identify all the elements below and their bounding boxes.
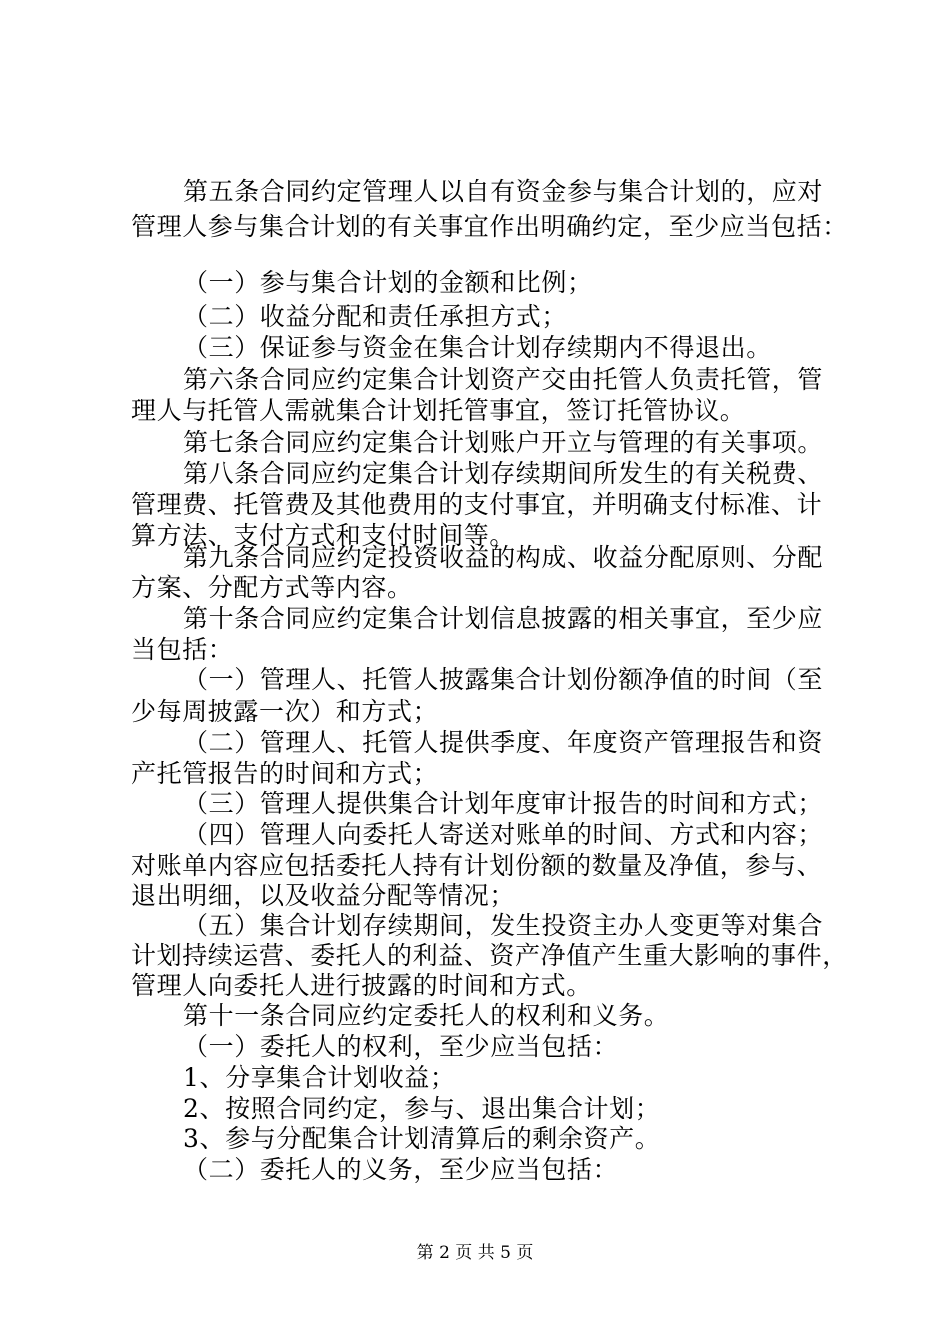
text-line: （三）保证参与资金在集合计划存续期内不得退出。 [183, 333, 772, 362]
text-line: 3、参与分配集合计划清算后的剩余资产。 [183, 1124, 661, 1153]
text-line: 管理人参与集合计划的有关事宜作出明确约定，至少应当包括： [131, 212, 848, 241]
text-line: 退出明细，以及收益分配等情况； [131, 881, 516, 910]
text-line: 当包括： [131, 635, 234, 664]
text-line: 第七条合同应约定集合计划账户开立与管理的有关事项。 [183, 428, 824, 457]
text-line: （四）管理人向委托人寄送对账单的时间、方式和内容； [183, 820, 824, 849]
text-line: （二）委托人的义务，至少应当包括： [183, 1155, 619, 1184]
page-number-footer: 第 2 页 共 5 页 [416, 1243, 534, 1263]
text-line: 管理费、托管费及其他费用的支付事宜，并明确支付标准、计 [131, 490, 823, 519]
text-line: 1、分享集合计划收益； [183, 1063, 456, 1092]
text-line: 算方法、支付方式和支付时间等。 [131, 521, 516, 550]
text-line: （二）收益分配和责任承担方式； [183, 302, 568, 331]
text-line: 产托管报告的时间和方式； [131, 759, 439, 788]
text-line: 少每周披露一次）和方式； [131, 697, 439, 726]
text-line: 计划持续运营、委托人的利益、资产净值产生重大影响的事件， [131, 941, 848, 970]
text-line: 对账单内容应包括委托人持有计划份额的数量及净值，参与、 [131, 851, 823, 880]
text-line: 第六条合同应约定集合计划资产交由托管人负责托管，管 [183, 365, 824, 394]
text-line: （一）参与集合计划的金额和比例； [183, 268, 593, 297]
text-line: （二）管理人、托管人提供季度、年度资产管理报告和资 [183, 728, 824, 757]
text-line: 第五条合同约定管理人以自有资金参与集合计划的，应对 [183, 177, 824, 206]
text-line: （一）委托人的权利，至少应当包括： [183, 1032, 619, 1061]
text-line: 2、按照合同约定，参与、退出集合计划； [183, 1094, 661, 1123]
text-line: （五）集合计划存续期间，发生投资主办人变更等对集合 [183, 911, 824, 940]
text-line: 理人与托管人需就集合计划托管事宜，签订托管协议。 [131, 396, 746, 425]
text-line: 方案、分配方式等内容。 [131, 573, 413, 602]
text-line: 第八条合同应约定集合计划存续期间所发生的有关税费、 [183, 459, 824, 488]
text-line: （三）管理人提供集合计划年度审计报告的时间和方式； [183, 789, 824, 818]
text-line: （一）管理人、托管人披露集合计划份额净值的时间（至 [183, 665, 824, 694]
text-line: 管理人向委托人进行披露的时间和方式。 [131, 971, 592, 1000]
text-line: 第十一条合同应约定委托人的权利和义务。 [183, 1001, 670, 1030]
text-line: 第十条合同应约定集合计划信息披露的相关事宜，至少应 [183, 604, 824, 633]
text-line: 第九条合同应约定投资收益的构成、收益分配原则、分配 [183, 543, 824, 572]
